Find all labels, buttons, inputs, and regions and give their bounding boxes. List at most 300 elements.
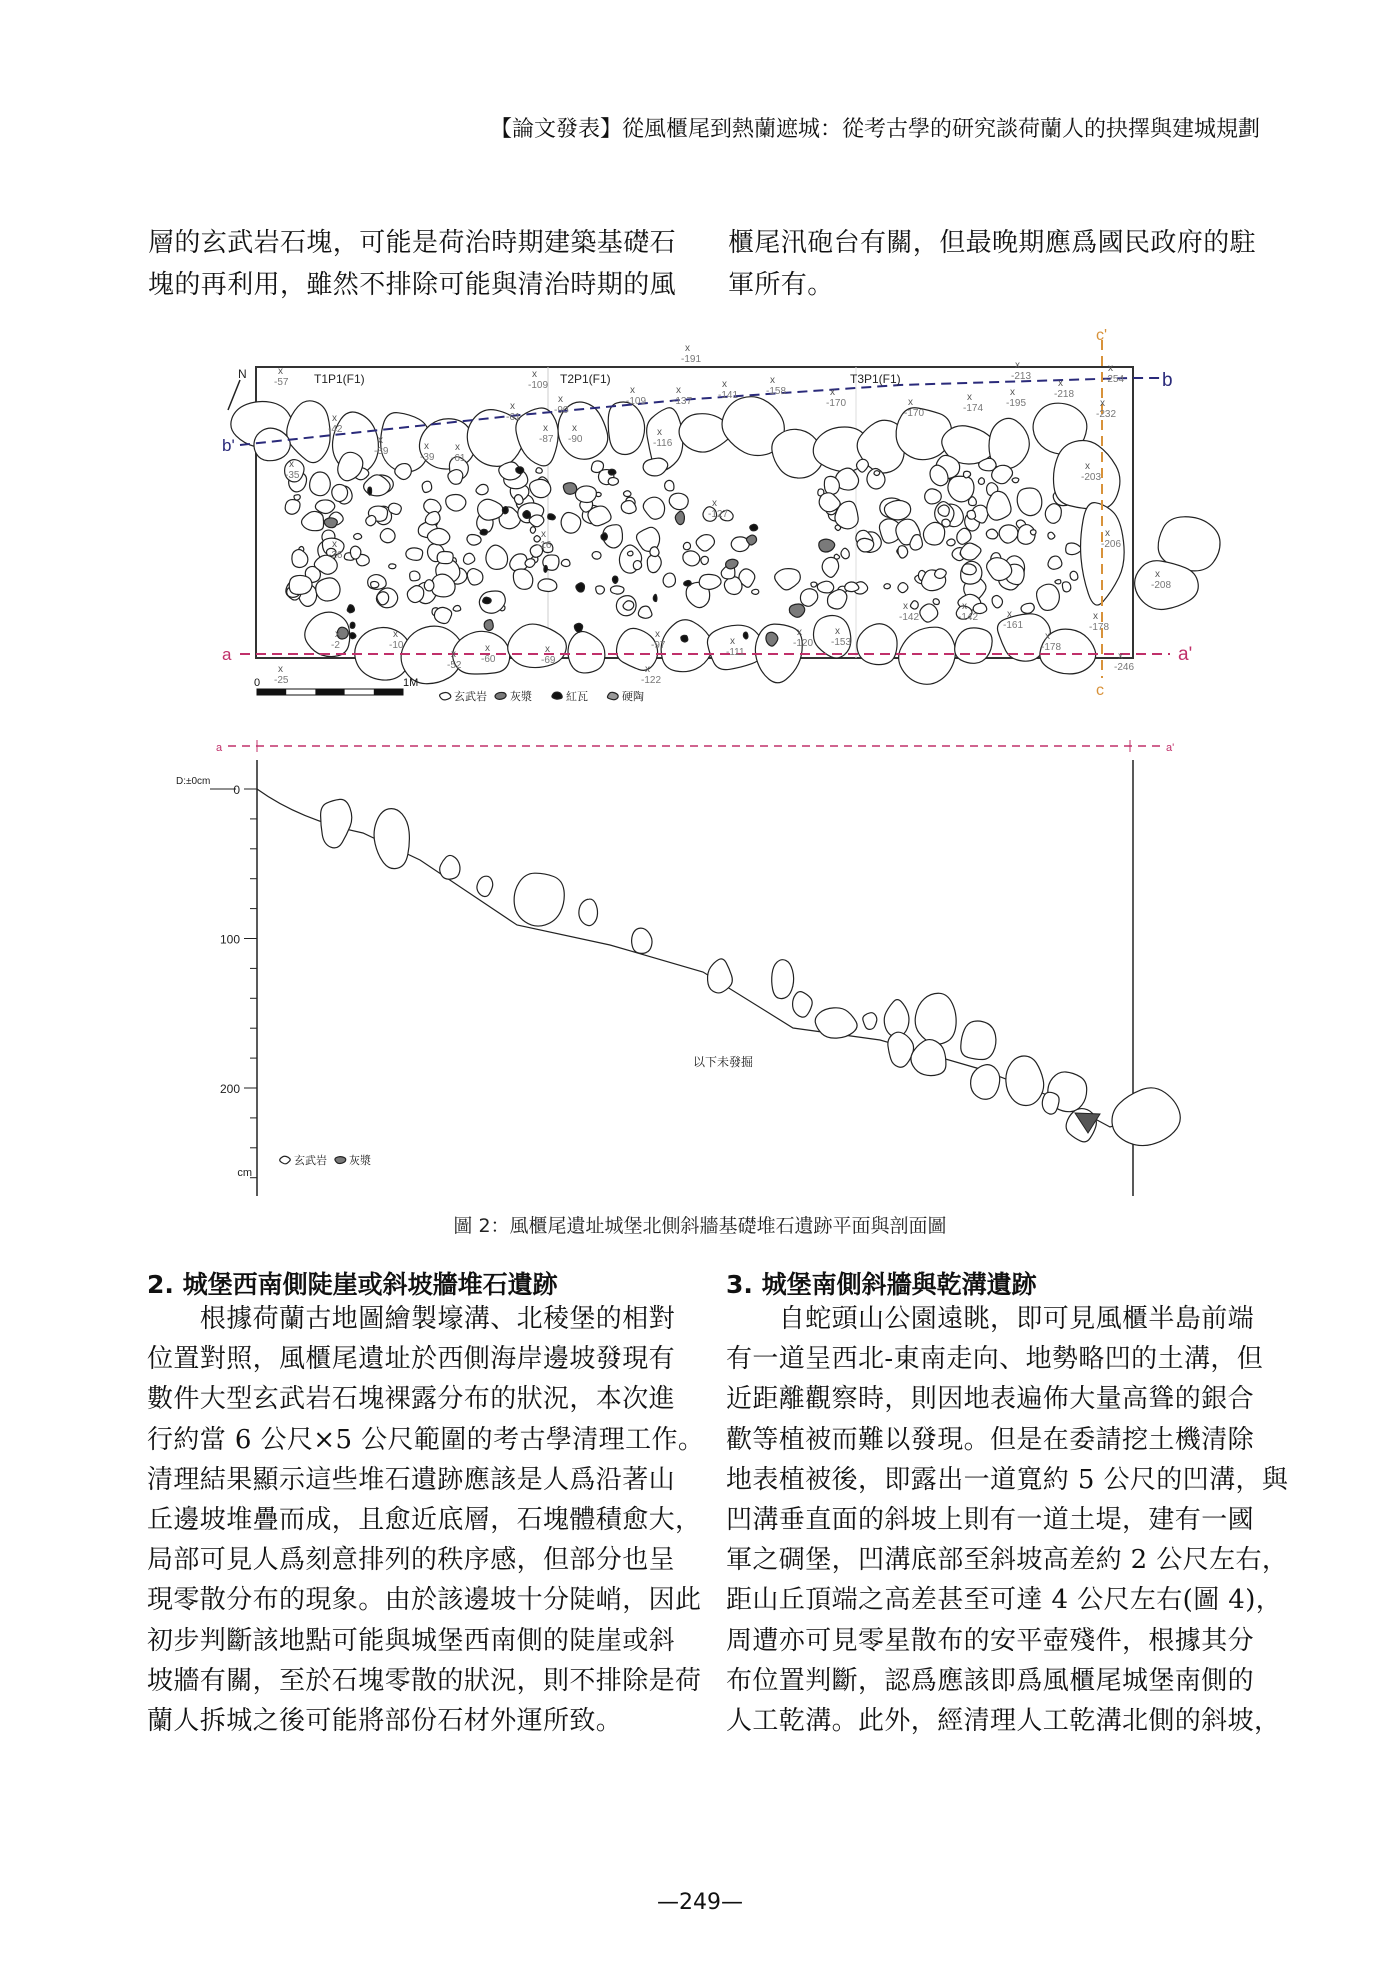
elevation-label: -109 bbox=[626, 396, 647, 407]
stone bbox=[624, 491, 632, 497]
elevation-label: -90 bbox=[568, 434, 583, 445]
stone bbox=[683, 551, 700, 566]
stone bbox=[1042, 1092, 1059, 1114]
stone bbox=[638, 606, 652, 618]
elevation-label: -90 bbox=[554, 405, 569, 416]
stone bbox=[811, 582, 817, 587]
red-tile-fragment bbox=[681, 635, 688, 642]
stone bbox=[824, 476, 839, 494]
stone bbox=[292, 549, 308, 567]
stone bbox=[884, 584, 890, 589]
text-line: 清理結果顯示這些堆石遺跡應該是人爲沿著山 bbox=[147, 1464, 676, 1495]
legend-label: 灰漿 bbox=[349, 1155, 371, 1167]
stone bbox=[437, 552, 453, 564]
elevation-marker-icon: x bbox=[289, 459, 294, 470]
stone bbox=[643, 458, 668, 476]
scale-bar-segment bbox=[374, 689, 403, 695]
stone bbox=[960, 543, 980, 560]
stone bbox=[395, 464, 412, 480]
elevation-marker-icon: x bbox=[451, 649, 456, 660]
elevation-label: -116 bbox=[653, 438, 673, 449]
elevation-label: -158 bbox=[766, 386, 787, 397]
elevation-marker-icon: x bbox=[1100, 398, 1105, 409]
elevation-label: -142 bbox=[899, 612, 920, 623]
elevation-marker-icon: x bbox=[1015, 360, 1020, 371]
elevation-marker-icon: x bbox=[1010, 387, 1015, 398]
elevation-marker-icon: x bbox=[830, 387, 835, 398]
stone bbox=[424, 580, 434, 591]
elevation-label: -206 bbox=[1101, 539, 1122, 550]
text-line: 位置對照，風櫃尾遺址於西側海岸邊坡發現有 bbox=[147, 1344, 676, 1375]
elevation-label: -170 bbox=[826, 398, 847, 409]
elevation-label: -232 bbox=[1096, 409, 1117, 420]
elevation-marker-icon: x bbox=[510, 401, 515, 412]
elevation-label: -111 bbox=[726, 647, 745, 658]
stone bbox=[536, 468, 542, 474]
section-3-heading: 3. 城堡南側斜牆與乾溝遺跡 bbox=[726, 1270, 1037, 1299]
profile-view bbox=[176, 740, 1180, 1196]
stone bbox=[643, 497, 664, 519]
stone bbox=[696, 535, 714, 551]
elevation-label: -61 bbox=[506, 412, 521, 423]
text-line: 人工乾溝。此外，經清理人工乾溝北側的斜坡， bbox=[726, 1706, 1281, 1736]
stone bbox=[610, 586, 624, 594]
elevation-marker-icon: x bbox=[332, 539, 337, 550]
mortar-fragment bbox=[675, 511, 684, 524]
north-arrow-icon bbox=[228, 380, 240, 410]
text-line: 層的玄武岩石塊，可能是荷治時期建築基礎石 bbox=[148, 228, 677, 258]
red-tile-fragment bbox=[576, 583, 585, 592]
elevation-label: -213 bbox=[1011, 371, 1032, 382]
elevation-marker-icon: x bbox=[908, 397, 913, 408]
elevation-label: -208 bbox=[1151, 580, 1172, 591]
stone bbox=[476, 484, 488, 494]
mortar-fragment bbox=[324, 518, 337, 528]
elevation-label: -178 bbox=[1041, 642, 1062, 653]
stone bbox=[608, 402, 644, 455]
elevation-label: -69 bbox=[541, 655, 556, 666]
elevation-label: -174 bbox=[963, 403, 984, 414]
elevation-label: -161 bbox=[1003, 620, 1024, 631]
text-line: 周遭亦可見零星散布的安平壺殘件，根據其分 bbox=[726, 1625, 1255, 1656]
stone bbox=[963, 471, 970, 478]
legend-swatch bbox=[280, 1156, 291, 1164]
stone bbox=[1062, 582, 1070, 592]
mortar-fragment bbox=[819, 539, 835, 552]
red-tile-fragment bbox=[653, 594, 657, 601]
unexcavated-note: 以下未發掘 bbox=[692, 1055, 754, 1069]
text-line: 歡等植被而難以發現。但是在委請挖土機清除 bbox=[726, 1424, 1255, 1455]
red-tile-fragment bbox=[743, 632, 748, 639]
legend-swatch bbox=[552, 692, 562, 699]
elevation-label: -137 bbox=[672, 396, 693, 407]
stone bbox=[366, 515, 376, 525]
stone bbox=[332, 484, 348, 501]
red-tile-fragment bbox=[350, 622, 355, 628]
elevation-label: -26 bbox=[328, 550, 343, 561]
stone bbox=[388, 503, 401, 514]
elevation-marker-icon: x bbox=[545, 644, 550, 655]
text-line: 軍所有。 bbox=[728, 270, 834, 300]
stone bbox=[467, 569, 483, 585]
text-line: 局部可見人爲刻意排列的秩序感，但部分也呈 bbox=[147, 1545, 676, 1576]
text-line: 數件大型玄武岩石塊裸露分布的狀況，本次進 bbox=[147, 1384, 676, 1415]
elevation-marker-icon: x bbox=[278, 366, 283, 377]
stone bbox=[425, 511, 440, 524]
stone bbox=[380, 529, 395, 543]
stone bbox=[478, 499, 504, 520]
scale-bar-segment bbox=[257, 689, 286, 695]
red-tile-fragment bbox=[548, 514, 556, 520]
elevation-label: -16 bbox=[537, 540, 552, 551]
elevation-marker-icon: x bbox=[1108, 363, 1113, 374]
mortar-fragment bbox=[726, 559, 738, 569]
stone bbox=[925, 489, 942, 504]
datum-label: D:±0cm bbox=[176, 776, 211, 787]
text-line: 布位置判斷，認爲應該即爲風櫃尾城堡南側的 bbox=[726, 1665, 1255, 1696]
elevation-marker-icon: x bbox=[1045, 631, 1050, 642]
stone bbox=[514, 495, 523, 505]
elevation-marker-icon: x bbox=[455, 442, 460, 453]
legend-swatch bbox=[440, 692, 451, 699]
elevation-marker-icon: x bbox=[393, 629, 398, 640]
stone bbox=[530, 527, 535, 534]
elevation-label: -109 bbox=[528, 380, 549, 391]
stone bbox=[699, 574, 721, 589]
stone bbox=[884, 1000, 909, 1038]
text-line: 初步判斷該地點可能與城堡西南側的陡崖或斜 bbox=[147, 1625, 676, 1656]
legend-label: 玄武岩 bbox=[294, 1155, 327, 1167]
stone bbox=[888, 1032, 914, 1067]
depth-tick-label: 100 bbox=[219, 932, 240, 947]
stone bbox=[957, 528, 971, 544]
stone bbox=[933, 599, 939, 605]
stone bbox=[446, 495, 466, 512]
trench-label: T3P1(F1) bbox=[850, 372, 901, 386]
stone bbox=[374, 809, 409, 869]
stone bbox=[1048, 532, 1055, 539]
legend-swatch bbox=[335, 1157, 346, 1164]
stone bbox=[354, 533, 362, 539]
depth-tick-label: 0 bbox=[233, 783, 240, 797]
stone bbox=[683, 542, 690, 549]
legend-label: 灰漿 bbox=[510, 691, 532, 703]
stone bbox=[287, 401, 330, 463]
stone bbox=[661, 620, 712, 672]
elevation-marker-icon: x bbox=[685, 343, 690, 354]
legend-label: 硬陶 bbox=[622, 691, 644, 703]
elevation-marker-icon: x bbox=[572, 423, 577, 434]
section-label-c-prime: c' bbox=[1096, 327, 1108, 344]
red-tile-fragment bbox=[350, 633, 356, 639]
elevation-marker-icon: x bbox=[424, 441, 429, 452]
stone bbox=[815, 1008, 857, 1038]
section-label-a: a bbox=[222, 645, 232, 664]
stone bbox=[1048, 556, 1062, 569]
stone bbox=[938, 505, 949, 516]
elevation-label: -61 bbox=[451, 453, 466, 464]
elevation-label: -191 bbox=[681, 354, 702, 365]
stone bbox=[315, 500, 334, 514]
stone bbox=[1112, 1088, 1180, 1146]
elevation-marker-icon: x bbox=[655, 629, 660, 640]
stone bbox=[575, 486, 596, 503]
text-line: 現零散分布的現象。由於該邊坡十分陡峭，因此 bbox=[147, 1585, 702, 1616]
stone bbox=[302, 511, 324, 530]
elevation-marker-icon: x bbox=[378, 435, 383, 446]
elevation-label: -39 bbox=[420, 452, 435, 463]
text-line: 坡牆有關，至於石塊零散的狀況，則不排除是荷 bbox=[147, 1665, 702, 1696]
stone bbox=[514, 873, 564, 926]
stone bbox=[350, 546, 360, 559]
elevation-label: -25 bbox=[274, 675, 289, 686]
elevation-marker-icon: x bbox=[722, 379, 727, 390]
stone bbox=[857, 624, 897, 665]
stone bbox=[596, 586, 605, 594]
stone bbox=[530, 479, 551, 497]
stone bbox=[857, 538, 874, 552]
elevation-marker-icon: x bbox=[541, 529, 546, 540]
stone bbox=[817, 581, 833, 593]
stone bbox=[968, 497, 976, 506]
stone bbox=[1021, 603, 1034, 613]
stone bbox=[915, 993, 956, 1044]
text-line: 櫃尾汛砲台有關，但最晚期應爲國民政府的駐 bbox=[728, 228, 1257, 258]
stone bbox=[621, 501, 636, 514]
stone bbox=[321, 799, 352, 848]
elevation-marker-icon: x bbox=[278, 664, 283, 675]
stone bbox=[822, 557, 838, 577]
text-line: 距山丘頂端之高差甚至可達 4 公尺左右(圖 4)， bbox=[726, 1585, 1283, 1616]
elevation-marker-icon: x bbox=[1007, 609, 1012, 620]
stone bbox=[289, 575, 312, 594]
stone bbox=[701, 556, 709, 564]
text-line: 地表植被後，即露出一道寬約 5 公尺的凹溝，與 bbox=[726, 1464, 1289, 1495]
section-label-a-prime: a' bbox=[1178, 644, 1193, 665]
stone bbox=[486, 545, 508, 569]
section-label-a-prime: a' bbox=[1166, 742, 1175, 754]
elevation-label: -35 bbox=[285, 470, 300, 481]
stone bbox=[910, 601, 918, 609]
stone bbox=[371, 581, 379, 587]
red-tile-fragment bbox=[347, 605, 354, 613]
elevation-marker-icon: x bbox=[630, 385, 635, 396]
elevation-marker-icon: x bbox=[1118, 651, 1123, 662]
elevation-label: -127 bbox=[708, 509, 729, 520]
text-line: 行約當 6 公尺×5 公尺範圍的考古學清理工作。 bbox=[147, 1424, 705, 1455]
legend-swatch bbox=[495, 692, 506, 699]
text-line: 根據荷蘭古地圖繪製壕溝、北稜堡的相對 bbox=[147, 1304, 676, 1334]
mortar-fragment bbox=[563, 483, 576, 495]
trench-label: T2P1(F1) bbox=[560, 372, 611, 386]
stone bbox=[389, 564, 396, 569]
stone bbox=[962, 564, 976, 575]
scale-bar-start: 0 bbox=[254, 677, 261, 689]
elevation-marker-icon: x bbox=[645, 664, 650, 675]
stone bbox=[647, 555, 661, 573]
scale-bar-segment bbox=[315, 689, 344, 695]
legend-swatch bbox=[607, 692, 618, 699]
elevation-marker-icon: x bbox=[1058, 378, 1063, 389]
stone bbox=[377, 592, 389, 605]
elevation-marker-icon: x bbox=[835, 626, 840, 637]
red-tile-fragment bbox=[544, 565, 548, 572]
stone bbox=[1045, 504, 1061, 524]
mortar-fragment bbox=[789, 604, 804, 617]
stone bbox=[407, 586, 423, 603]
stone bbox=[592, 552, 601, 560]
elevation-label: -97 bbox=[651, 640, 666, 651]
elevation-marker-icon: x bbox=[532, 369, 537, 380]
stone bbox=[845, 582, 859, 592]
stone bbox=[1066, 543, 1082, 555]
stone bbox=[841, 548, 849, 559]
depth-unit-label: cm bbox=[237, 1167, 252, 1179]
stone bbox=[911, 1040, 946, 1076]
elevation-label: -42 bbox=[328, 424, 343, 435]
section-label-b: b bbox=[1162, 370, 1173, 391]
text-line: 近距離觀察時，則因地表遍佈大量高聳的銀合 bbox=[726, 1384, 1255, 1415]
text-line: 丘邊坡堆疊而成，且愈近底層，石塊體積愈大， bbox=[147, 1505, 702, 1535]
stone bbox=[947, 539, 955, 546]
stone bbox=[1037, 584, 1060, 610]
red-tile-fragment bbox=[601, 533, 607, 540]
stone bbox=[310, 472, 331, 496]
legend-label: 紅瓦 bbox=[566, 691, 588, 703]
text-line: 自蛇頭山公園遠眺，即可見風櫃半島前端 bbox=[726, 1304, 1255, 1334]
elevation-marker-icon: x bbox=[967, 392, 972, 403]
mortar-fragment bbox=[484, 620, 493, 631]
elevation-label: -120 bbox=[793, 638, 814, 649]
stone bbox=[477, 876, 493, 896]
stone bbox=[561, 559, 570, 566]
stone bbox=[627, 551, 633, 556]
stone bbox=[955, 628, 992, 663]
page-number: —249— bbox=[657, 1890, 743, 1915]
stone bbox=[669, 493, 688, 509]
red-tile-fragment bbox=[612, 576, 617, 583]
text-line: 凹溝垂直面的斜坡上則有一道土堤，建有一國 bbox=[726, 1505, 1255, 1535]
stone bbox=[463, 553, 474, 564]
elevation-marker-icon: x bbox=[676, 385, 681, 396]
stone bbox=[440, 855, 460, 879]
stone bbox=[819, 493, 840, 512]
stone bbox=[967, 510, 975, 519]
stone bbox=[772, 960, 794, 999]
stone bbox=[1006, 1056, 1044, 1106]
stone bbox=[525, 559, 535, 568]
stone bbox=[978, 478, 984, 485]
stone bbox=[568, 631, 605, 673]
red-tile-fragment bbox=[483, 597, 492, 604]
elevation-marker-icon: x bbox=[962, 601, 967, 612]
elevation-marker-icon: x bbox=[558, 394, 563, 405]
stone bbox=[633, 561, 641, 570]
red-tile-fragment bbox=[750, 524, 758, 531]
stone bbox=[406, 548, 423, 561]
red-tile-fragment bbox=[608, 469, 616, 475]
running-header: 【論文發表】從風櫃尾到熱蘭遮城：從考古學的研究談荷蘭人的抉擇與建城規劃 bbox=[489, 117, 1260, 142]
text-line: 軍之碉堡，凹溝底部至斜坡高差約 2 公尺左右， bbox=[726, 1545, 1289, 1576]
stone bbox=[793, 992, 813, 1018]
stone bbox=[971, 1065, 1000, 1100]
elevation-label: -60 bbox=[481, 654, 496, 665]
stone bbox=[467, 535, 481, 546]
stone bbox=[961, 1021, 996, 1060]
red-tile-fragment bbox=[502, 507, 508, 514]
elevation-marker-icon: x bbox=[1105, 528, 1110, 539]
elevation-marker-icon: x bbox=[543, 423, 548, 434]
section-label-a: a bbox=[216, 742, 223, 754]
red-tile-fragment bbox=[516, 467, 524, 474]
stone bbox=[650, 547, 659, 557]
stone bbox=[434, 607, 451, 623]
elevation-label: -87 bbox=[539, 434, 554, 445]
stone bbox=[800, 589, 817, 607]
stone bbox=[529, 515, 544, 527]
stone bbox=[935, 569, 947, 579]
elevation-marker-icon: x bbox=[903, 601, 908, 612]
text-line: 塊的再利用，雖然不排除可能與清治時期的風 bbox=[148, 270, 677, 300]
stone bbox=[857, 459, 869, 472]
stone bbox=[899, 627, 956, 684]
red-tile-fragment bbox=[368, 487, 372, 495]
section-label-c: c bbox=[1096, 682, 1104, 699]
stone bbox=[608, 478, 618, 486]
stone bbox=[708, 959, 733, 993]
stone bbox=[1012, 478, 1019, 483]
stone bbox=[942, 519, 950, 527]
elevation-label: -218 bbox=[1054, 389, 1075, 400]
trench-label: T1P1(F1) bbox=[314, 372, 365, 386]
stone bbox=[561, 512, 581, 533]
stone bbox=[285, 500, 300, 515]
stone bbox=[1055, 580, 1061, 584]
stone bbox=[1070, 571, 1078, 580]
elevation-marker-icon: x bbox=[335, 629, 340, 640]
text-line: 蘭人拆城之後可能將部份石材外運所致。 bbox=[147, 1706, 623, 1736]
stone bbox=[538, 579, 557, 592]
elevation-label: -203 bbox=[1081, 472, 1102, 483]
legend-label: 玄武岩 bbox=[454, 691, 487, 703]
elevation-label: -52 bbox=[447, 660, 462, 671]
red-tile-fragment bbox=[684, 580, 692, 585]
elevation-label: -195 bbox=[1006, 398, 1027, 409]
stone bbox=[427, 528, 449, 545]
stone bbox=[410, 571, 420, 581]
stone bbox=[663, 573, 675, 587]
text-line: 有一道呈西北-東南走向、地勢略凹的土溝，但 bbox=[726, 1344, 1264, 1375]
stone bbox=[513, 569, 532, 589]
stone bbox=[1017, 488, 1042, 516]
stone bbox=[874, 471, 880, 476]
stone bbox=[316, 578, 340, 601]
elevation-marker-icon: x bbox=[730, 636, 735, 647]
elevation-marker-icon: x bbox=[712, 498, 717, 509]
elevation-label: -153 bbox=[831, 637, 852, 648]
elevation-marker-icon: x bbox=[1085, 461, 1090, 472]
elevation-label: -10 bbox=[389, 640, 404, 651]
stone bbox=[775, 569, 801, 590]
red-tile-fragment bbox=[574, 623, 582, 632]
stone bbox=[755, 624, 802, 683]
elevation-label: -246 bbox=[1114, 662, 1135, 673]
elevation-label: -178 bbox=[1089, 622, 1110, 633]
elevation-label: -2 bbox=[331, 640, 340, 651]
stone bbox=[448, 470, 463, 485]
stone bbox=[863, 1013, 877, 1030]
red-tile-fragment bbox=[523, 511, 531, 519]
